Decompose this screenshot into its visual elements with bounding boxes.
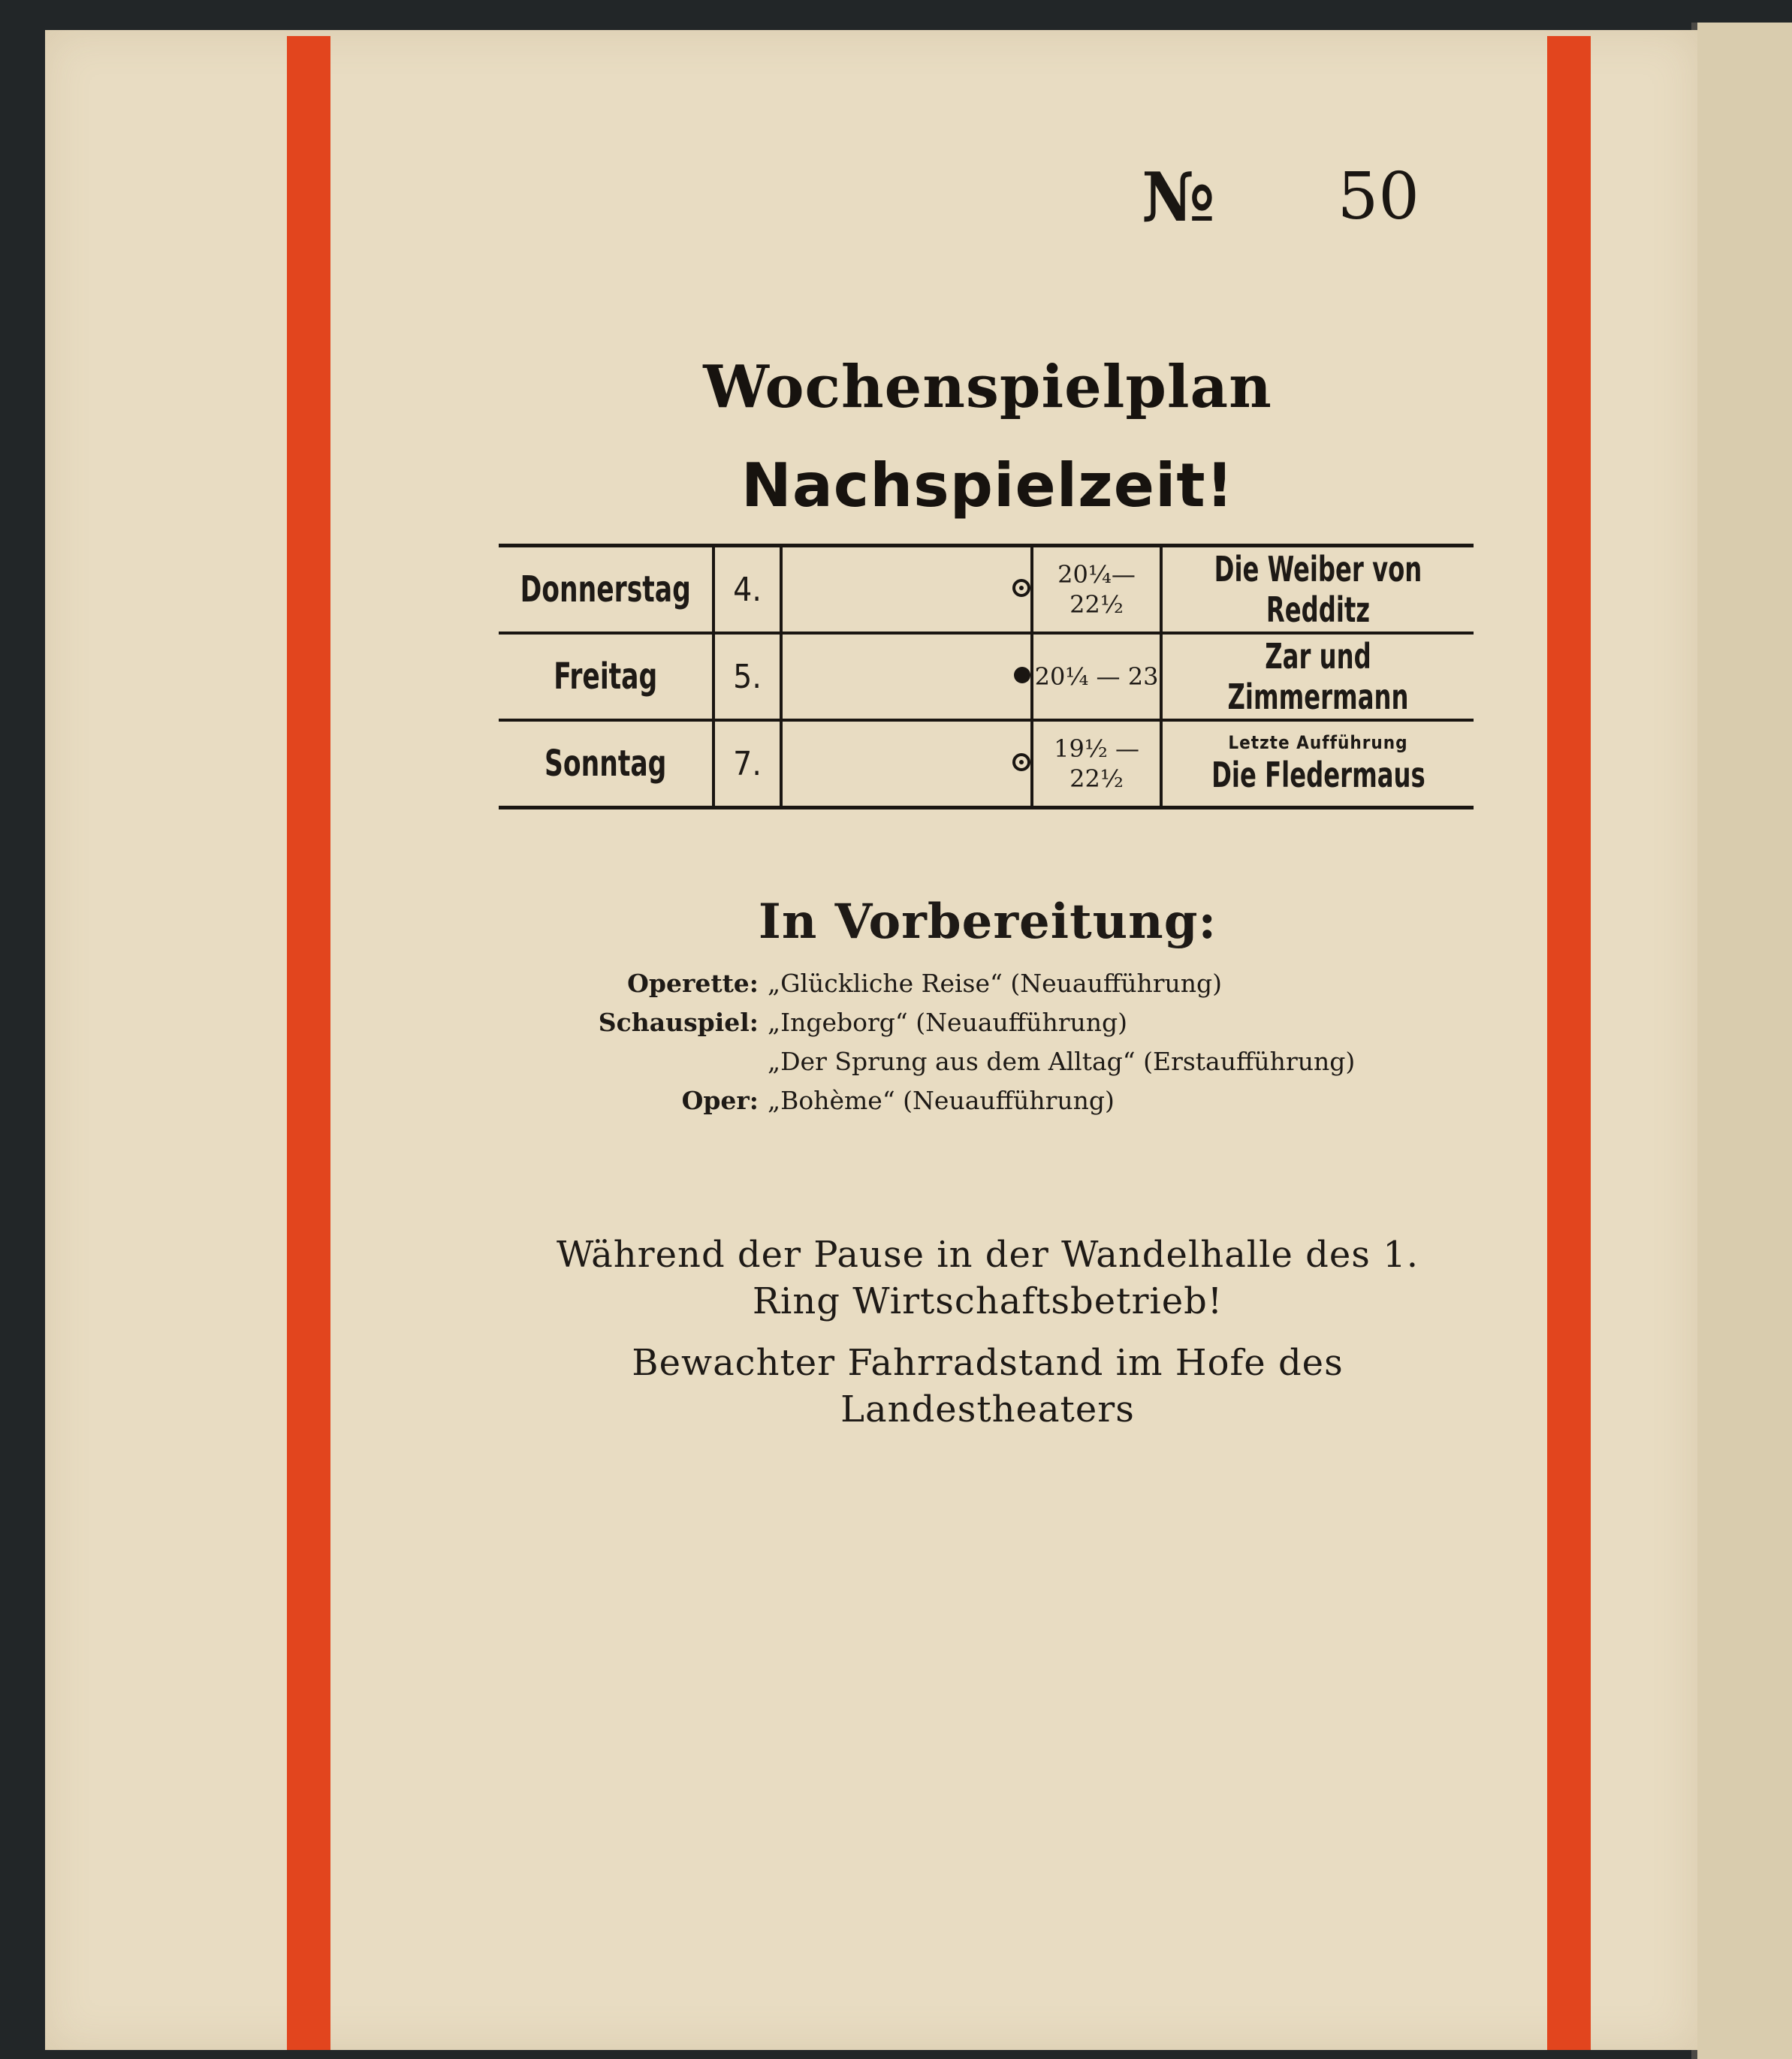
filled-dot-icon [1014, 667, 1030, 683]
play-title: Die Fledermaus [1211, 755, 1425, 795]
day-cell: Freitag [520, 633, 692, 720]
ring-dot-icon [1012, 579, 1030, 597]
left-red-stripe [287, 36, 330, 2050]
date-cell: 7. [713, 720, 781, 808]
right-red-stripe [1547, 36, 1591, 2050]
issue-number [1097, 150, 1419, 255]
mark-cell [781, 720, 1032, 808]
play-note: Letzte Aufführung [1228, 732, 1408, 753]
day-cell: Donnerstag [520, 546, 692, 634]
time-end: 22½ [1069, 764, 1124, 793]
table-row [499, 546, 1474, 634]
schedule-table [499, 544, 1474, 809]
preparation-work: „Glückliche Reise“ (Neuaufführung) [768, 969, 1223, 998]
preparation-work: „Der Sprung aus dem Alltag“ (Erstaufführung) [768, 1047, 1356, 1076]
list-item [571, 969, 1472, 1008]
play-title: Zar und Zimmermann [1227, 636, 1409, 717]
time-start: 19½ — [1054, 734, 1139, 763]
mark-cell [781, 546, 1032, 634]
list-item [571, 1047, 1472, 1086]
preparation-work: „Bohème“ (Neuaufführung) [768, 1086, 1115, 1115]
table-row [499, 633, 1474, 720]
time-range: 20¼ — 23 [1034, 662, 1159, 691]
list-item [571, 1086, 1472, 1125]
list-item [571, 1008, 1472, 1047]
play-cell [1161, 633, 1474, 720]
play-cell [1161, 546, 1474, 634]
preparation-work: „Ingeborg“ (Neuaufführung) [768, 1008, 1127, 1037]
bicycle-notice: Bewachter Fahrradstand im Hofe des Landestheaters [632, 1342, 1344, 1430]
play-title: Die Weiber von Redditz [1214, 549, 1422, 630]
intermission-notice: Während der Pause in der Wandelhalle des 1. Ring Wirtschaftsbetrieb! [556, 1234, 1419, 1322]
preparation-category: Operette: [627, 969, 759, 998]
time-end: 22½ [1069, 590, 1124, 619]
number-sign: № [1142, 158, 1215, 237]
preparation-heading: In Vorbereitung: [758, 894, 1217, 950]
time-cell [1032, 633, 1161, 720]
time-cell [1032, 546, 1161, 634]
table-row [499, 720, 1474, 808]
page-title: Wochenspielplan [703, 353, 1272, 421]
program-page [45, 30, 1697, 2050]
day-cell: Sonntag [520, 720, 692, 808]
date-cell: 5. [713, 633, 781, 720]
preparation-category: Oper: [681, 1086, 759, 1115]
number-value: 50 [1337, 159, 1419, 234]
preparation-list [571, 969, 1472, 1125]
time-start: 20¼— [1057, 560, 1136, 589]
play-cell [1161, 720, 1474, 808]
ring-dot-icon [1012, 753, 1030, 771]
date-cell: 4. [713, 546, 781, 634]
page-subtitle: Nachspielzeit! [741, 451, 1235, 520]
time-cell [1032, 720, 1161, 808]
next-page [1697, 23, 1792, 2059]
mark-cell [781, 633, 1032, 720]
preparation-category: Schauspiel: [598, 1008, 759, 1037]
